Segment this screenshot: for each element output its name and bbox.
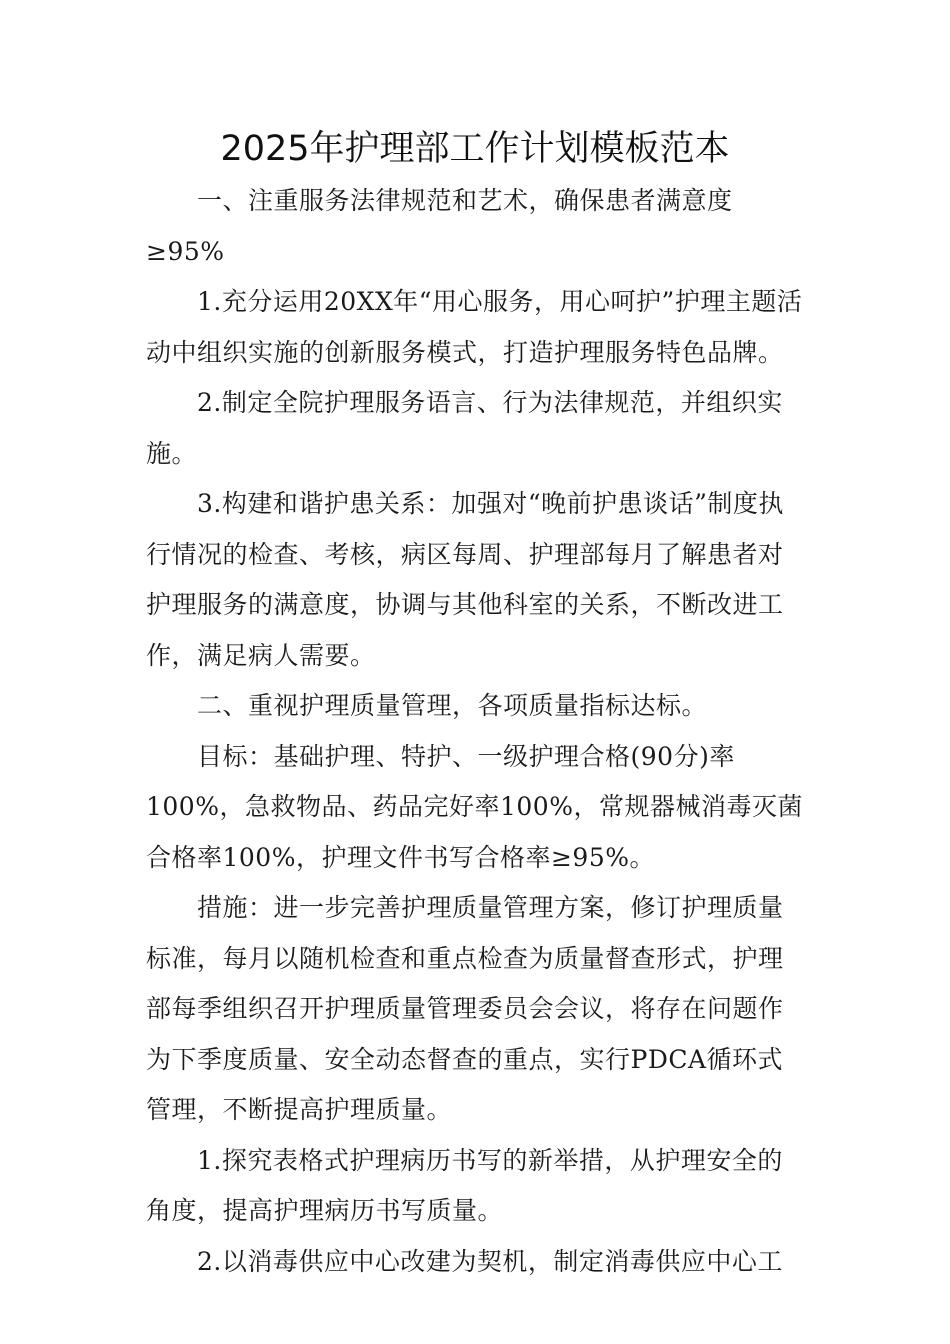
paragraph-measure-1: 1.探究表格式护理病历书写的新举措，从护理安全的角度，提高护理病历书写质量。 — [146, 1145, 783, 1225]
paragraph-item-2: 2.制定全院护理服务语言、行为法律规范，并组织实施。 — [146, 388, 783, 468]
paragraph-goals: 目标：基础护理、特护、一级护理合格(90分)率100%，急救物品、药品完好率100%，常规器械消毒灭菌合格率100%，护理文件书写合格率≥95%。 — [146, 741, 803, 872]
paragraph-section-1-heading: 一、注重服务法律规范和艺术，确保患者满意度≥95% — [146, 186, 733, 266]
paragraph-measure-2: 2.以消毒供应中心改建为契机，制定消毒供应中心工 — [197, 1246, 783, 1276]
paragraph-item-3: 3.构建和谐护患关系：加强对“晚前护患谈话”制度执行情况的检查、考核，病区每周、护理部每月了解患者对护理服务的满意度，协调与其他科室的关系，不断改进工作，满足病人需要。 — [146, 489, 784, 670]
document-body — [146, 176, 808, 1287]
document-title: 2025年护理部工作计划模板范本 — [220, 129, 730, 169]
paragraph-item-1: 1.充分运用20XX年“用心服务，用心呵护”护理主题活动中组织实施的创新服务模式，打造护理服务特色品牌。 — [146, 287, 803, 367]
paragraph-section-2-heading: 二、重视护理质量管理，各项质量指标达标。 — [197, 691, 708, 720]
paragraph-measures: 措施：进一步完善护理质量管理方案，修订护理质量标准，每月以随机检查和重点检查为质量督查形式，护理部每季组织召开护理质量管理委员会会议，将存在问题作为下季度质量、安全动态督查的重点，实行PDCA循环式管理，不断提高护理质量。 — [146, 893, 784, 1124]
